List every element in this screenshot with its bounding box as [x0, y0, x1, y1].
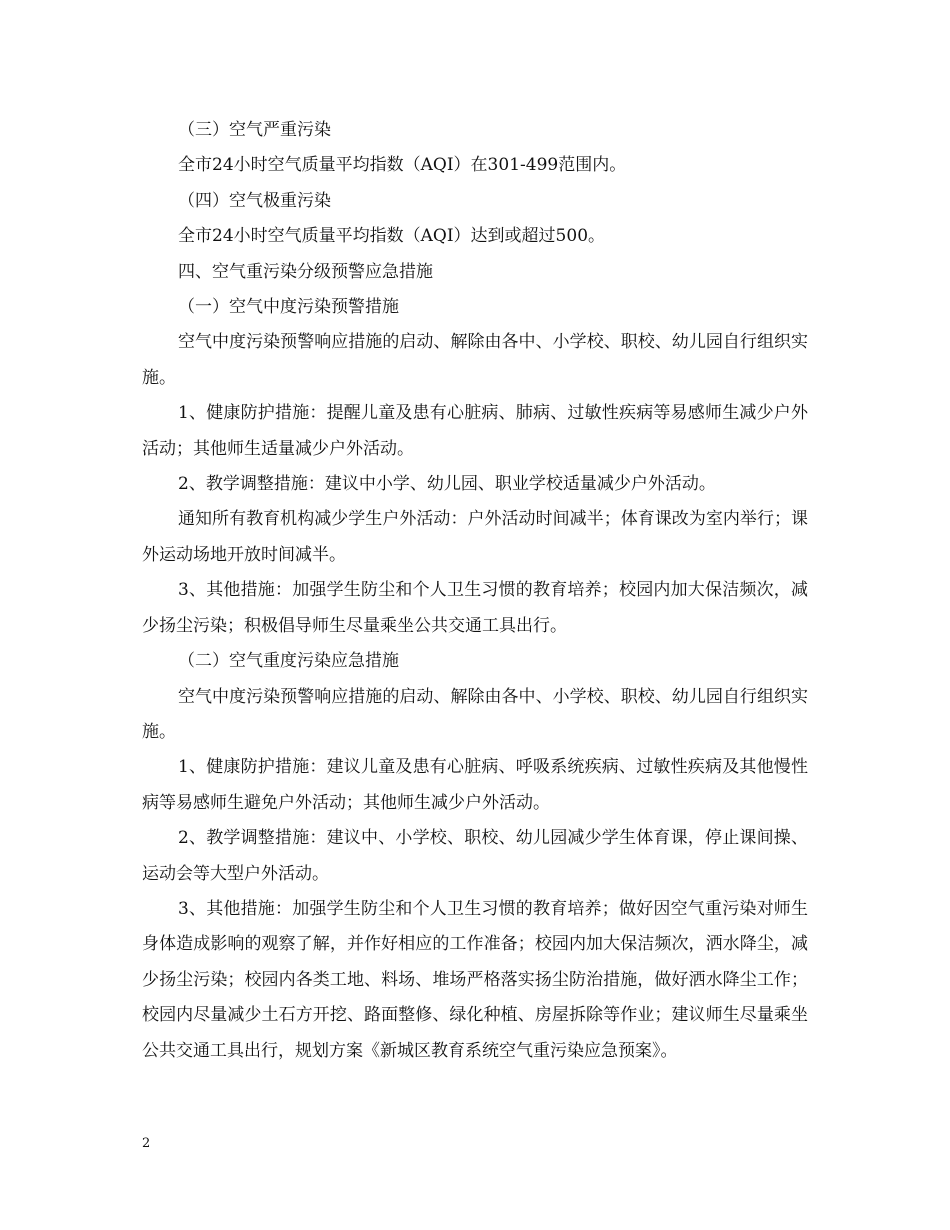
paragraph-heavy-teaching-adjustment: 2、教学调整措施：建议中、小学校、职校、幼儿园减少学生体育课，停止课间操、运动会等大型户外活动。: [142, 828, 808, 884]
document-body: [142, 113, 808, 1069]
paragraph-moderate-activation: 空气中度污染预警响应措施的启动、解除由各中、小学校、职校、幼儿园自行组织实施。: [142, 332, 808, 388]
paragraph-heavy-health-protection: 1、健康防护措施：建议儿童及患有心脏病、呼吸系统疾病、过敏性疾病及其他慢性病等易感师生避免户外活动；其他师生减少户外活动。: [142, 757, 808, 813]
paragraph-heavy-activation: 空气中度污染预警响应措施的启动、解除由各中、小学校、职校、幼儿园自行组织实施。: [142, 686, 808, 742]
paragraph-extreme-pollution-range: 全市24小时空气质量平均指数（AQI）达到或超过500。: [178, 226, 606, 247]
paragraph-moderate-teaching-adjustment: 2、教学调整措施：建议中小学、幼儿园、职业学校适量减少户外活动。: [178, 474, 716, 495]
paragraph-moderate-other-measures: 3、其他措施：加强学生防尘和个人卫生习惯的教育培养；校园内加大保洁频次，减少扬尘污染；积极倡导师生尽量乘坐公共交通工具出行。: [142, 580, 808, 636]
paragraph-heavy-other-measures: 3、其他措施：加强学生防尘和个人卫生习惯的教育培养；做好因空气重污染对师生身体造成影响的观察了解，并作好相应的工作准备；校园内加大保洁频次，洒水降尘，减少扬尘污染；校园内各类工地、料场、堆场严格落实扬尘防治措施，做好洒水降尘工作；校园内尽量减少土石方开挖、路面整修、绿化种植、房屋拆除等作业；建议师生尽量乘坐公共交通工具出行，规划方案《新城区教育系统空气重污染应急预案》。: [142, 898, 808, 1061]
paragraph-moderate-health-protection: 1、健康防护措施：提醒儿童及患有心脏病、肺病、过敏性疾病等易感师生减少户外活动；其他师生适量减少户外活动。: [142, 403, 808, 459]
section-heading-severe-pollution: （三）空气严重污染: [178, 120, 331, 140]
paragraph-severe-pollution-range: 全市24小时空气质量平均指数（AQI）在301-499范围内。: [178, 155, 627, 176]
page-number: 2: [142, 1136, 151, 1151]
subsection-heading-heavy-emergency: （二）空气重度污染应急措施: [178, 651, 399, 672]
section-heading-warning-measures: 四、空气重污染分级预警应急措施: [178, 261, 433, 282]
section-heading-extreme-pollution: （四）空气极重污染: [178, 190, 331, 211]
paragraph-moderate-notification: 通知所有教育机构减少学生户外活动：户外活动时间减半；体育课改为室内举行；课外运动场地开放时间减半。: [142, 509, 808, 565]
subsection-heading-moderate-warning: （一）空气中度污染预警措施: [178, 297, 399, 318]
